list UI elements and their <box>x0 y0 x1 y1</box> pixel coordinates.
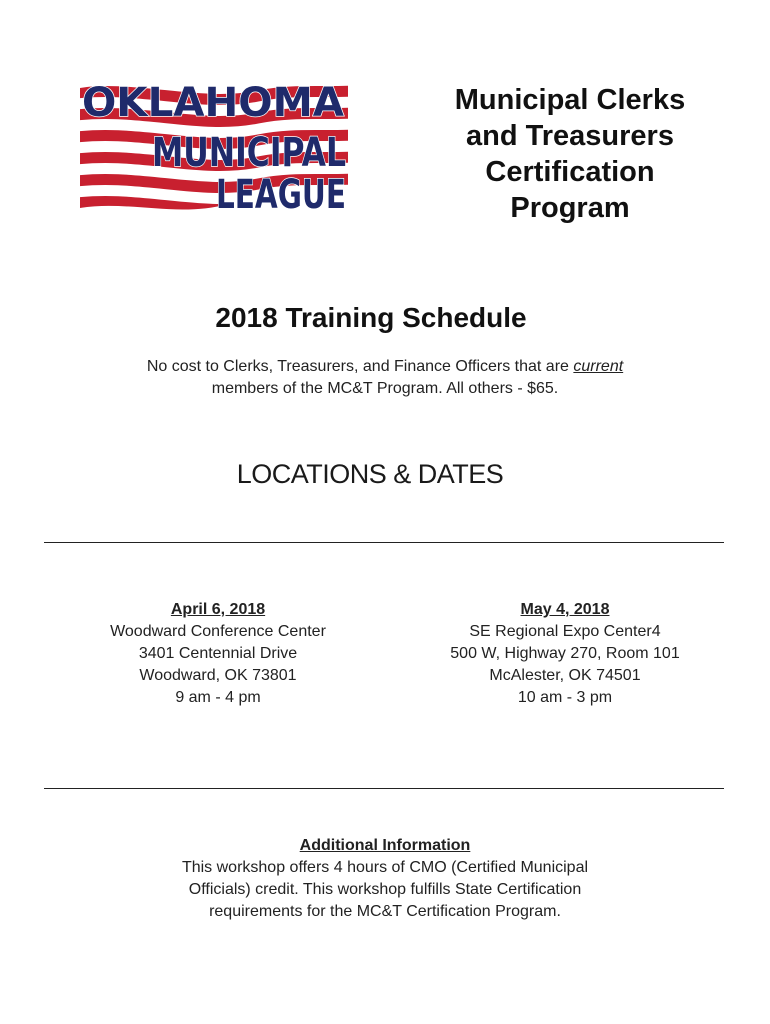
logo-line-municipal: MUNICIPAL <box>152 130 346 176</box>
program-title-line: Certification <box>485 156 655 188</box>
additional-information-line: Officials) credit. This workshop fulfills State Certification <box>188 881 582 898</box>
event-venue: Woodward Conference Center <box>110 623 326 640</box>
logo-line-oklahoma: OKLAHOMA <box>82 80 345 126</box>
event-address: 500 W, Highway 270, Room 101 <box>450 645 680 662</box>
additional-information-line: This workshop offers 4 hours of CMO (Certified Municipal <box>181 859 589 876</box>
cost-note-emphasis: current <box>573 358 624 375</box>
additional-information <box>0 835 770 923</box>
divider-bottom <box>44 788 724 789</box>
additional-information-label: Additional Information <box>299 837 471 854</box>
oklahoma-municipal-league-logo <box>78 80 350 216</box>
program-title <box>410 82 730 226</box>
cost-note-line-1 <box>0 356 770 378</box>
flag-stripes-logo-graphic <box>78 80 350 216</box>
cost-note-line-2: members of the MC&T Program. All others - $65. <box>211 380 559 397</box>
logo-line-league: LEAGUE <box>216 172 346 218</box>
event-date: May 4, 2018 <box>520 601 610 618</box>
program-title-line: Municipal Clerks <box>454 84 686 116</box>
event-time: 10 am - 3 pm <box>517 689 613 706</box>
event-address: 3401 Centennial Drive <box>138 645 298 662</box>
schedule-heading: 2018 Training Schedule <box>215 302 527 333</box>
program-title-line: Program <box>510 192 630 224</box>
event-city: McAlester, OK 74501 <box>489 667 641 684</box>
event-woodward <box>88 599 348 709</box>
divider-top <box>44 542 724 543</box>
event-time: 9 am - 4 pm <box>175 689 261 706</box>
cost-note-text: No cost to Clerks, Treasurers, and Finance Officers that are <box>146 358 574 375</box>
cost-note <box>0 356 770 400</box>
program-title-line: and Treasurers <box>466 120 674 152</box>
event-date: April 6, 2018 <box>170 601 266 618</box>
event-city: Woodward, OK 73801 <box>139 667 297 684</box>
event-mcalester <box>428 599 702 709</box>
locations-heading: LOCATIONS & DATES <box>236 459 504 489</box>
event-venue: SE Regional Expo Center4 <box>469 623 661 640</box>
additional-information-line: requirements for the MC&T Certification Program. <box>209 903 561 920</box>
